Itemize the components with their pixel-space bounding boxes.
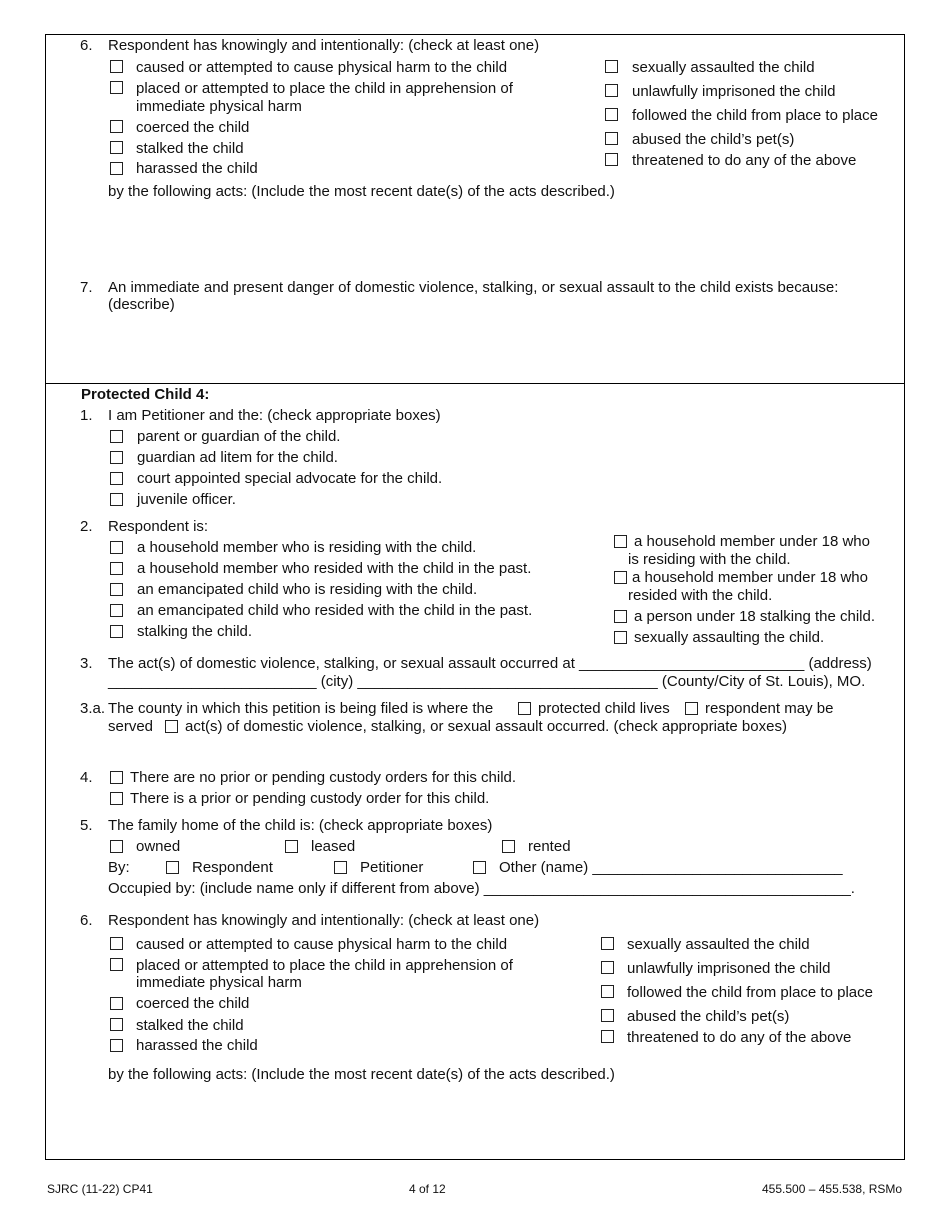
- b-q2-checkbox-household-residing[interactable]: [110, 541, 123, 554]
- b-q5-checkbox-respondent[interactable]: [166, 861, 179, 874]
- b-q3-line2: _________________________ (city) ____________________________________ (County/City of St. Louis), MO.: [108, 673, 866, 690]
- b-q6-label-coerced: coerced the child: [136, 995, 250, 1012]
- a-q6-checkbox-imprisoned[interactable]: [605, 84, 618, 97]
- b-q1-checkbox-casa[interactable]: [110, 472, 123, 485]
- b-q4-checkbox-prior-order[interactable]: [110, 792, 123, 805]
- b-q6-label-stalked: stalked the child: [136, 1017, 244, 1034]
- b-q3a-label-acts-occurred: act(s) of domestic violence, stalking, or sexual assault occurred. (check appropriate boxes): [185, 718, 787, 735]
- a-q6-label-apprehension-cont: immediate physical harm: [136, 98, 302, 115]
- b-q2-label-emancipated-residing: an emancipated child who is residing with the child.: [137, 581, 478, 598]
- a-q7-line1: An immediate and present danger of domestic violence, stalking, or sexual assault to the child exists because:: [108, 279, 839, 296]
- b-q2-label-emancipated-past: an emancipated child who resided with the child in the past.: [137, 602, 533, 619]
- a-q6-checkbox-physical-harm[interactable]: [110, 60, 123, 73]
- a-q6-label-sexually-assaulted: sexually assaulted the child: [632, 59, 815, 76]
- b-q2-checkbox-emancipated-past[interactable]: [110, 604, 123, 617]
- b-q2-label-stalking: stalking the child.: [137, 623, 253, 640]
- b-q3a-label-child-lives: protected child lives: [538, 700, 670, 717]
- b-q5-checkbox-owned[interactable]: [110, 840, 123, 853]
- a-q6-label-physical-harm: caused or attempted to cause physical harm to the child: [136, 59, 508, 76]
- b-q4-label-no-orders: There are no prior or pending custody orders for this child.: [130, 769, 517, 786]
- b-q1-label-guardian-ad-litem: guardian ad litem for the child.: [137, 449, 338, 466]
- b-q6-checkbox-threatened[interactable]: [601, 1030, 614, 1043]
- b-q1-checkbox-guardian-ad-litem[interactable]: [110, 451, 123, 464]
- b-q2-checkbox-under18-stalking[interactable]: [614, 610, 627, 623]
- b-q6-label-threatened: threatened to do any of the above: [627, 1029, 852, 1046]
- b-q6-checkbox-pets[interactable]: [601, 1009, 614, 1022]
- b-q2-label-under18-resided: a household member under 18 who: [632, 569, 868, 586]
- footer-form-id: SJRC (11-22) CP41: [47, 1182, 153, 1196]
- a-q6-prompt: Respondent has knowingly and intentionally: (check at least one): [108, 37, 540, 54]
- a-q6-label-followed: followed the child from place to place: [632, 107, 878, 124]
- a-q6-label-harassed: harassed the child: [136, 160, 258, 177]
- b-q5-label-leased: leased: [311, 838, 356, 855]
- b-q6-checkbox-stalked[interactable]: [110, 1018, 123, 1031]
- b-q3-number: 3.: [80, 655, 93, 672]
- b-q6-checkbox-apprehension[interactable]: [110, 958, 123, 971]
- b-q5-occupied: Occupied by: (include name only if different from above) ____________________________________________.: [108, 880, 855, 897]
- b-q5-checkbox-petitioner[interactable]: [334, 861, 347, 874]
- a-q6-number: 6.: [80, 37, 93, 54]
- b-q4-label-prior-order: There is a prior or pending custody order for this child.: [130, 790, 490, 807]
- b-q2-label-under18-residing: a household member under 18 who: [634, 533, 870, 550]
- b-q2-label-under18-residing-cont: is residing with the child.: [628, 551, 791, 568]
- b-q4-number: 4.: [80, 769, 93, 786]
- b-q1-checkbox-parent[interactable]: [110, 430, 123, 443]
- b-q1-checkbox-juvenile-officer[interactable]: [110, 493, 123, 506]
- b-q2-checkbox-under18-resided[interactable]: [614, 571, 627, 584]
- b-q5-label-petitioner: Petitioner: [360, 859, 424, 876]
- a-q6-checkbox-stalked[interactable]: [110, 141, 123, 154]
- a-q7-line2: (describe): [108, 296, 175, 313]
- b-q3-line1: The act(s) of domestic violence, stalking, or sexual assault occurred at ___________________________ (address): [108, 655, 872, 672]
- b-q1-label-juvenile-officer: juvenile officer.: [137, 491, 236, 508]
- b-q6-label-physical-harm: caused or attempted to cause physical harm to the child: [136, 936, 508, 953]
- b-q3a-line2: served: [108, 718, 154, 735]
- b-q6-prompt: Respondent has knowingly and intentionally: (check at least one): [108, 912, 540, 929]
- b-q6-label-apprehension: placed or attempted to place the child in apprehension of: [136, 957, 513, 974]
- b-q3a-line1: The county in which this petition is being filed is where the: [108, 700, 494, 717]
- a-q6-checkbox-coerced[interactable]: [110, 120, 123, 133]
- a-q6-checkbox-threatened[interactable]: [605, 153, 618, 166]
- a-q6-label-coerced: coerced the child: [136, 119, 250, 136]
- b-q6-acts: by the following acts: (Include the most recent date(s) of the acts described.): [108, 1066, 615, 1083]
- b-q5-prompt: The family home of the child is: (check appropriate boxes): [108, 817, 493, 834]
- a-q6-acts: by the following acts: (Include the most recent date(s) of the acts described.): [108, 183, 615, 200]
- b-q5-checkbox-rented[interactable]: [502, 840, 515, 853]
- a-q6-checkbox-pets[interactable]: [605, 132, 618, 145]
- b-q5-label-owned: owned: [136, 838, 181, 855]
- b-q5-label-respondent: Respondent: [192, 859, 273, 876]
- b-q2-checkbox-sexually-assaulting[interactable]: [614, 631, 627, 644]
- a-q6-label-pets: abused the child’s pet(s): [632, 131, 795, 148]
- b-q5-number: 5.: [80, 817, 93, 834]
- footer-page-number: 4 of 12: [409, 1182, 446, 1196]
- a-q6-label-apprehension: placed or attempted to place the child in apprehension of: [136, 80, 513, 97]
- b-q3a-checkbox-respondent-served[interactable]: [685, 702, 698, 715]
- b-q1-label-parent: parent or guardian of the child.: [137, 428, 341, 445]
- a-q6-label-threatened: threatened to do any of the above: [632, 152, 857, 169]
- b-q3a-checkbox-child-lives[interactable]: [518, 702, 531, 715]
- b-q3a-checkbox-acts-occurred[interactable]: [165, 720, 178, 733]
- b-q5-label-other: Other (name) ______________________________: [499, 859, 843, 876]
- b-q2-label-household-residing: a household member who is residing with the child.: [137, 539, 477, 556]
- b-q1-prompt: I am Petitioner and the: (check appropriate boxes): [108, 407, 441, 424]
- b-q6-label-harassed: harassed the child: [136, 1037, 258, 1054]
- b-q2-checkbox-stalking[interactable]: [110, 625, 123, 638]
- b-q6-checkbox-sexually-assaulted[interactable]: [601, 937, 614, 950]
- a-q6-checkbox-sexually-assaulted[interactable]: [605, 60, 618, 73]
- b-q6-checkbox-harassed[interactable]: [110, 1039, 123, 1052]
- b-q2-checkbox-household-past[interactable]: [110, 562, 123, 575]
- b-q3a-label-respondent-served: respondent may be: [705, 700, 834, 717]
- b-q5-checkbox-other[interactable]: [473, 861, 486, 874]
- b-q1-label-casa: court appointed special advocate for the child.: [137, 470, 443, 487]
- b-q5-by-label: By:: [108, 859, 130, 876]
- b-q5-label-rented: rented: [528, 838, 571, 855]
- b-q6-checkbox-physical-harm[interactable]: [110, 937, 123, 950]
- b-q2-label-sexually-assaulting: sexually assaulting the child.: [634, 629, 825, 646]
- b-q2-prompt: Respondent is:: [108, 518, 209, 535]
- b-q6-label-imprisoned: unlawfully imprisoned the child: [627, 960, 831, 977]
- b-q6-label-followed: followed the child from place to place: [627, 984, 873, 1001]
- b-q2-checkbox-emancipated-residing[interactable]: [110, 583, 123, 596]
- b-q2-label-under18-stalking: a person under 18 stalking the child.: [634, 608, 875, 625]
- a-q6-label-imprisoned: unlawfully imprisoned the child: [632, 83, 836, 100]
- b-q2-checkbox-under18-residing[interactable]: [614, 535, 627, 548]
- a-q6-checkbox-harassed[interactable]: [110, 162, 123, 175]
- b-q6-label-pets: abused the child’s pet(s): [627, 1008, 790, 1025]
- section-b-heading: Protected Child 4:: [81, 386, 210, 403]
- b-q2-label-household-past: a household member who resided with the child in the past.: [137, 560, 532, 577]
- b-q6-checkbox-coerced[interactable]: [110, 997, 123, 1010]
- b-q6-label-apprehension-cont: immediate physical harm: [136, 974, 302, 991]
- b-q6-number: 6.: [80, 912, 93, 929]
- b-q3a-number: 3.a.: [80, 700, 106, 717]
- b-q6-label-sexually-assaulted: sexually assaulted the child: [627, 936, 810, 953]
- b-q2-number: 2.: [80, 518, 93, 535]
- b-q4-checkbox-no-orders[interactable]: [110, 771, 123, 784]
- footer-statute: 455.500 – 455.538, RSMo: [762, 1182, 903, 1196]
- b-q1-number: 1.: [80, 407, 93, 424]
- a-q7-number: 7.: [80, 279, 93, 296]
- b-q5-checkbox-leased[interactable]: [285, 840, 298, 853]
- b-q6-checkbox-imprisoned[interactable]: [601, 961, 614, 974]
- b-q2-label-under18-resided-cont: resided with the child.: [628, 587, 773, 604]
- a-q6-checkbox-followed[interactable]: [605, 108, 618, 121]
- b-q6-checkbox-followed[interactable]: [601, 985, 614, 998]
- a-q6-checkbox-apprehension[interactable]: [110, 81, 123, 94]
- a-q6-label-stalked: stalked the child: [136, 140, 244, 157]
